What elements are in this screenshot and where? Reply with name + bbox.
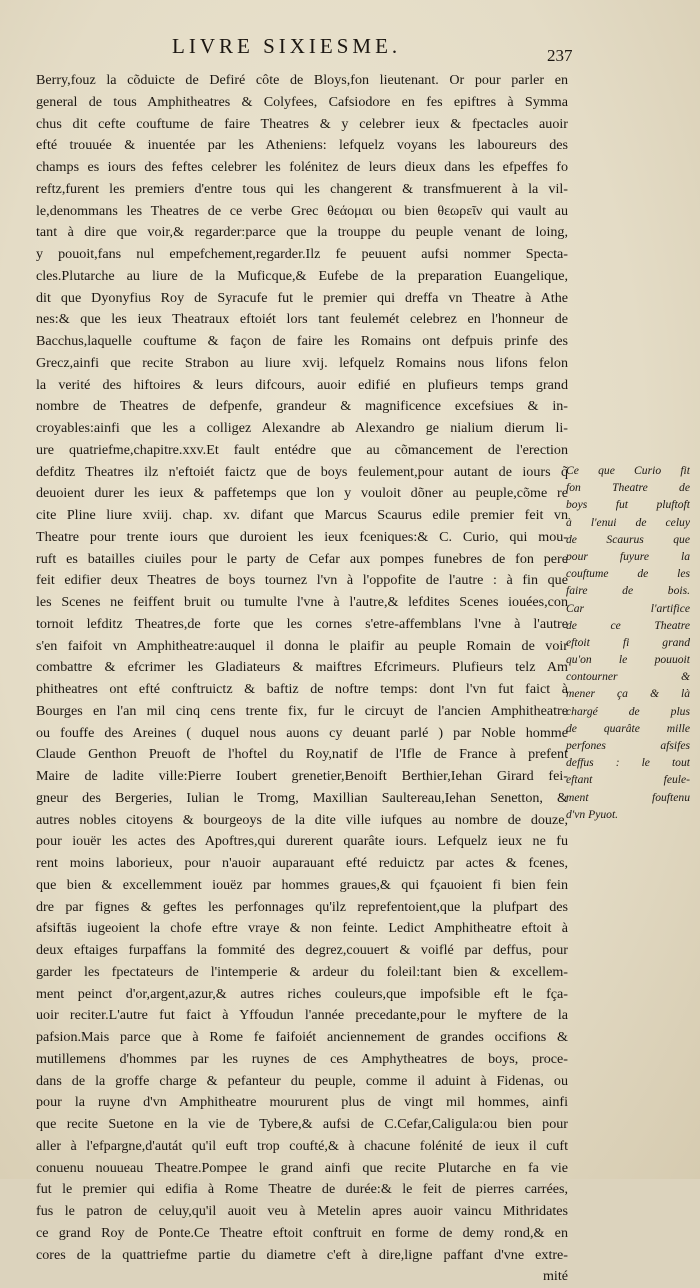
text-line: efté trouuée & inuentée par les Atheniens: lefquelz voyans les laboureurs des (36, 137, 568, 154)
text-line: gneur des Bergeries, Iulian le Tromg, Maxillian Saultereau,Iehan Senetton, & (36, 789, 568, 806)
text-line: cles.Plutarche au liure de la Muficque,& Eufebe de la preparation Euangelique, (36, 267, 568, 284)
text-line: chus dit cefte couftume de faire Theatres & y celebrer ieux & fpectacles auoir (36, 115, 568, 132)
margin-note-line: de Scaurus que (566, 532, 690, 546)
text-line: Bourges en l'an mil cinq cens trente fix, fur le circuyt de l'ancien Amphitheatre (36, 702, 568, 719)
text-line: Grecz,ainfi que recite Strabon au liure xvij. lefquelz Romains nous lifons felon (36, 354, 568, 371)
text-line: ce grand Roy de Ponte.Ce Theatre eftoit conftruit en forme de demy rond,& en (36, 1224, 568, 1241)
text-line: nombre de Theatres de defpenfe, grandeur & magnificence excefsiues & in- (36, 398, 568, 415)
text-line: nes:& que les ieux Theatraux eftoiét lors tant feulemét celebrez en l'honneur de (36, 311, 568, 328)
text-line: les Scenes ne feiffent bruit ou tumulte l'vne à l'autre,& lefdites Scenes iouées,con (36, 594, 568, 610)
text-line: que bien & excellemment iouëz par hommes graues,& qui fçauoient fi bien fein (36, 876, 568, 893)
main-text-block (36, 70, 568, 1288)
text-line: ruft es batailles ciuiles pour le party de Cefar aux pompes funebres de fon pere (36, 550, 568, 567)
text-line: fut le premier qui edifia à Rome Theatre de durée:& le feit de pierres carrées, (36, 1181, 568, 1198)
running-title: LIVRE SIXIESME. (172, 34, 402, 58)
text-line: Claude Genthon Preuoft de l'hoftel du Roy,natif de l'Ifle de France à prefent (36, 746, 568, 763)
text-line: tant à dire que voir,& regarder:parce que la trouppe du peuple venant de loing, (36, 224, 568, 241)
text-line: pour la ruyne d'vn Amphitheatre moururent plus de vingt mil hommes, ainfi (36, 1094, 568, 1111)
margin-note-line: d'vn Pyuot. (566, 807, 619, 821)
text-line: le,denommans les Theatres de ce verbe Grec θεάομαι ou bien θεωρεῖν qui vault au (36, 202, 568, 219)
text-line: ou fouffe des Areines ( duquel nous auons cy deuant parlé ) par Noble homme (36, 724, 568, 741)
text-line: Berry,fouz la cõduicte de Defiré côte de Bloys,fon lieutenant. Or pour parler en (36, 72, 568, 88)
text-line: reftz,furent les premiers d'entre tous qui les changerent & transfmuerent à la vil- (36, 180, 568, 197)
margin-note-line: couftume de les (566, 567, 690, 581)
margin-notes (566, 462, 690, 823)
text-line: dre par fignes & geftes les perfonnages qu'ilz reprefentoient,que la plufpart des (36, 898, 568, 915)
text-line: phitheatres ont efté conftruictz & baftiz de noftre temps: dont l'vn fut faict à (36, 681, 568, 697)
text-line: tornoit lefditz Theatres,de forte que les cornes s'etre-affemblans l'vne à l'autre (36, 615, 568, 632)
text-line: y pouoit,fans nul empefchement,regarder.Ilz fe peuuent aufsi nommer Specta- (36, 246, 568, 262)
text-line: cite Pline liure xviij. chap. xv. difant que Marcus Scaurus edile premier feit vn (36, 507, 568, 523)
margin-note-line: boys fut pluftoft (566, 498, 690, 512)
catchword: mité (542, 1268, 568, 1285)
text-line: combattre & efcrimer les Gladiateurs & maiftres Efcrimeurs. Plufieurs telz Am (36, 659, 568, 676)
margin-note-line: chargé de plus (566, 704, 690, 718)
text-line: aller à l'efpargne,d'autát qu'il euft trop coufté,& à chacune folénité de ieux il cuft (36, 1137, 568, 1154)
margin-note-line: eftant feule- (566, 773, 690, 787)
text-line: garder les fpectateurs de l'intemperie & ardeur du foleil:tant bien & excellem- (36, 963, 568, 980)
margin-note-line: faire de bois. (566, 584, 690, 598)
page-number: 237 (547, 46, 573, 65)
text-line: autres nobles citoyens & bourgeoys de la dite ville iufques au nombre de douze, (36, 811, 568, 828)
text-line: la verité des hiftoires & leurs difcours, auoir edifié en plufieurs temps grand (36, 376, 568, 393)
text-line: deuoient durer les ieux & paffetemps que lon y vouloit dõner au peuple,cõme re (36, 485, 568, 502)
margin-note-line: qu'on le pouuoit (566, 653, 690, 667)
text-line: uoir reciter.L'autre fut faict à Yffoudun l'année precedante,pour le myftere de la (36, 1007, 568, 1024)
text-line: defditz Theatres ilz n'eftoiét faictz que de boys feulement,pour autant de iours q̃ (36, 463, 568, 480)
text-line: ure quatriefme,chapitre.xxv.Et fault entédre que au cõmancement de l'erection (36, 441, 568, 458)
text-line: conuenu nouueau Theatre.Pompee le grand ainfi que recite Plutarche en fa vie (36, 1159, 568, 1176)
margin-note-line: de ce Theatre (566, 618, 690, 632)
margin-note-line: fon Theatre de (566, 481, 690, 495)
margin-note-line: perfones afsifes (566, 739, 690, 752)
text-line: mutillemens d'hommes par les ruynes de ces Amphytheatres de boys, proce- (36, 1050, 568, 1067)
text-line: dans de la groffe charge & pefanteur du peuple, comme il aduint à Fidenas, ou (36, 1072, 568, 1089)
margin-note-line: Ce que Curio fit (566, 464, 690, 477)
margin-note-line: à l'enui de celuy (566, 515, 690, 529)
text-line: dit que Dyonyfius Roy de Syracufe fut le premier qui dreffa vn Theatre à Athe (36, 289, 568, 306)
margin-note-line: deffus : le tout (566, 756, 690, 770)
margin-note-line: contourner & (566, 670, 690, 684)
text-line: Theatre pour trente iours que duroient les ieux fceniques:& C. Curio, qui mou- (36, 528, 568, 545)
text-line: que recite Suetone en la vie de Tybere,& aufsi de C.Cefar,Caligula:ou bien pour (36, 1116, 568, 1132)
text-line: croyables:ainfi que les a colligez Alexandre ab Alexandro ge nialium dierum li- (36, 420, 568, 436)
text-line: cores de la quattriefme partie du diametre c'eft à dire,ligne paffant d'vne extre- (36, 1246, 568, 1263)
text-line: fus le patron de celuy,qu'il auoit veu à Metelin apres auoir vaincu Mithridates (36, 1203, 568, 1219)
text-line: pour iouër les actes des Apoftres,qui durerent quarâte iours. Lefquelz ieux ne fu (36, 833, 568, 850)
text-line: Bacchus,laquelle couftume & façon de faire les Romains ont defpuis prinfe des (36, 333, 568, 349)
margin-note-line: eftoit fi grand (566, 635, 690, 649)
text-line: s'en faifoit vn Amphitheatre:auquel il donna le plaifir au peuple Romain de voir (36, 637, 568, 654)
text-line: ment peinct d'or,argent,azur,& autres riches couleurs,que impofsible eft le fça- (36, 985, 568, 1002)
text-line: general de tous Amphitheatres & Colyfees, Cafsiodore en fes epiftres à Symma (36, 93, 568, 110)
margin-note-line: de quarâte mille (566, 721, 690, 735)
margin-note-line: ment fouftenu (566, 790, 690, 804)
text-line: pafsion.Mais parce que à Rome fe faifoiét anciennement de grandes occifions & (36, 1029, 568, 1045)
text-line: champs es iours des feftes celebrer les folénitez de leurs dieux dans les efpeffes fo (36, 159, 568, 175)
text-line: afsiftās iugeoient la chofe eftre vraye & non feinte. Ledict Amphitheatre eftoit à (36, 920, 568, 937)
margin-note-line: pour fuyure la (566, 549, 690, 563)
margin-note-line: mener ça & là (566, 687, 690, 701)
margin-note-line: Car l'artifice (566, 601, 690, 615)
text-line: feit edifier deux Theatres de boys tournez l'vn à l'oppofite de l'autre : à fin que (36, 572, 568, 589)
text-line: deux eftaiges furpaffans la fommité des degrez,couuert & voiflé par deffus, pour (36, 942, 568, 958)
text-line: rent moins laborieux, pour n'auoir auparauant efté reduictz par actes & fcenes, (36, 855, 568, 871)
text-line: Maire de ladite ville:Pierre Ioubert grenetier,Benoift Berthier,Iehan Girard fei- (36, 768, 568, 784)
